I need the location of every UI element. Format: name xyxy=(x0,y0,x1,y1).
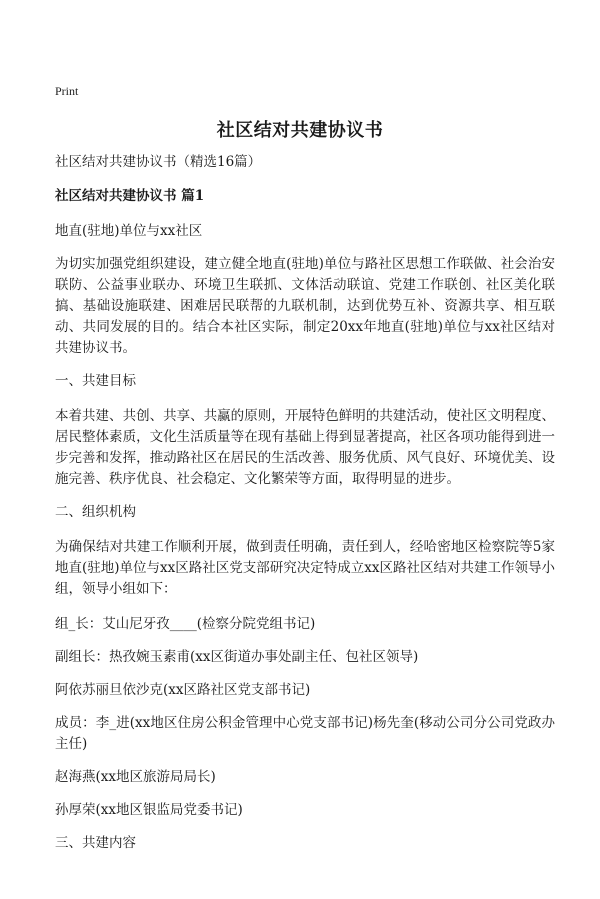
section-title: 社区结对共建协议书 篇1 xyxy=(55,188,205,204)
member-line-2: 赵海燕(xx地区旅游局局长) xyxy=(55,769,216,785)
document-subtitle: 社区结对共建协议书（精选16篇） xyxy=(55,154,262,170)
leader-line: 组_长：艾山尼牙孜____(检察分院党组书记) xyxy=(55,616,316,632)
heading-goals: 一、共建目标 xyxy=(55,373,136,389)
document-title: 社区结对共建协议书 xyxy=(216,120,384,141)
print-link[interactable]: Print xyxy=(55,84,79,98)
deputy-line-1: 副组长：热孜婉玉素甫(xx区街道办事处副主任、包社区领导) xyxy=(55,649,419,665)
heading-content: 三、共建内容 xyxy=(55,835,136,851)
heading-organization: 二、组织机构 xyxy=(55,504,136,520)
party-line: 地直(驻地)单位与xx社区 xyxy=(55,223,203,239)
intro-paragraph: 为切实加强党组织建设，建立健全地直(驻地)单位与路社区思想工作联做、社会治安联防、公益事业联办、环境卫生联抓、文体活动联谊、党建工作联创、社区美化联搞、基础设施联建、困难居民联帮的九联机制，达到优势互补、资源共享、相互联动、共同发展的目的。结合本社区实际，制定20xx年地直(驻地)单位与xx社区结对共建协议书。 xyxy=(55,256,555,356)
organization-paragraph: 为确保结对共建工作顺利开展，做到责任明确，责任到人，经哈密地区检察院等5家地直(驻地)单位与xx区路社区党支部研究决定特成立xx区路社区结对共建工作领导小组，领导小组如下： xyxy=(55,539,555,597)
goal-paragraph: 本着共建、共创、共享、共赢的原则，开展特色鲜明的共建活动，使社区文明程度、居民整体素质，文化生活质量等在现有基础上得到显著提高，社区各项功能得到进一步完善和发挥，推动路社区在居民的生活改善、服务优质、风气良好、环境优美、设施完善、秩序优良、社会稳定、文化繁荣等方面，取得明显的进步。 xyxy=(55,408,555,487)
document-body xyxy=(55,152,555,854)
deputy-line-2: 阿依苏丽旦依沙克(xx区路社区党支部书记) xyxy=(55,682,311,698)
members-line: 成员：李_进(xx地区住房公积金管理中心党支部书记)杨先奎(移动公司分公司党政办主任) xyxy=(55,715,555,752)
member-line-3: 孙厚荣(xx地区银监局党委书记) xyxy=(55,802,243,818)
